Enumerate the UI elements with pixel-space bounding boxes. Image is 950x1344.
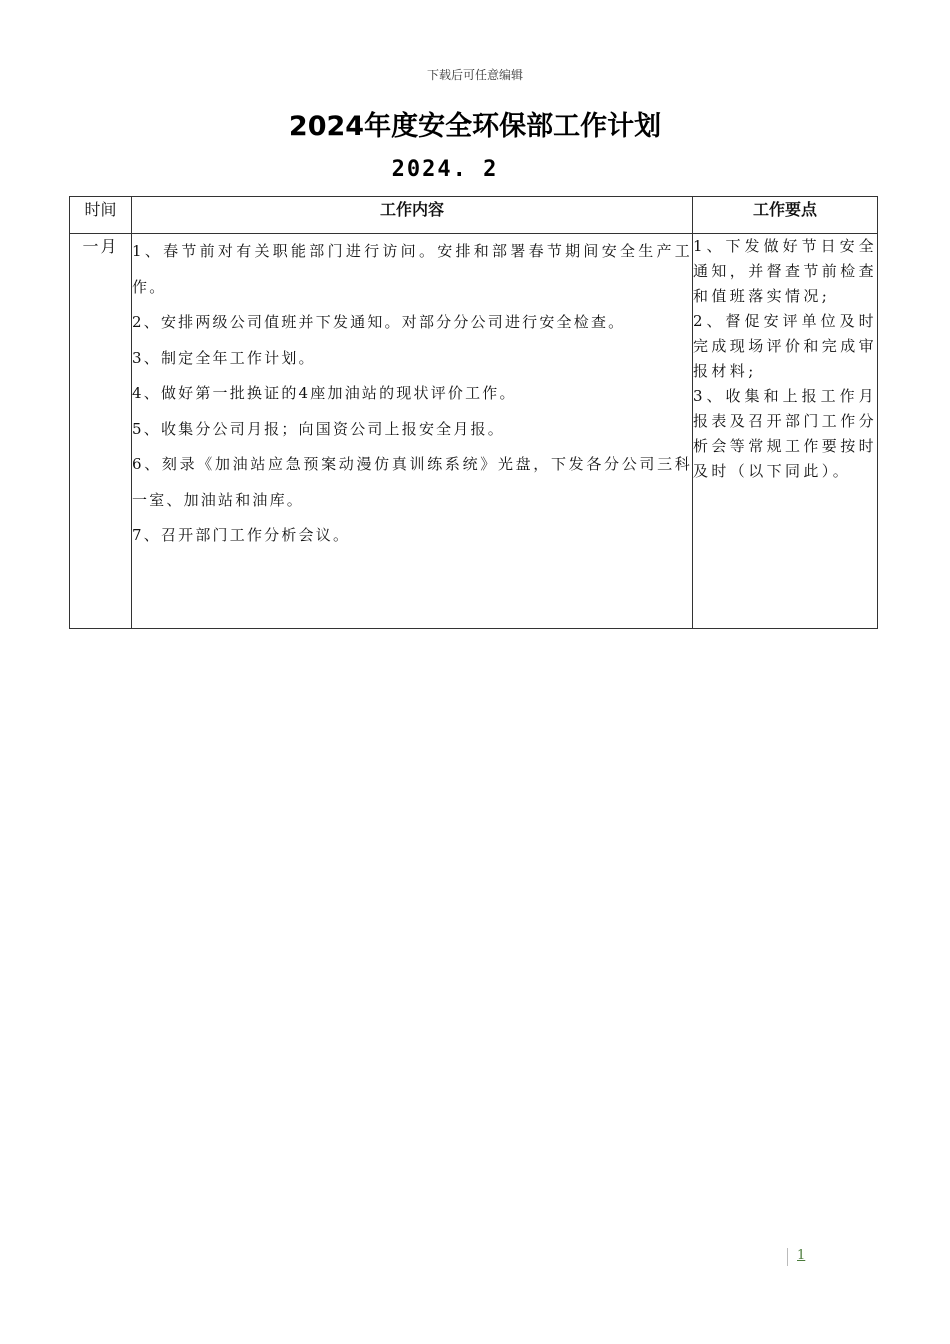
header-points: 工作要点 bbox=[693, 197, 878, 234]
content-item: 5、收集分公司月报；向国资公司上报安全月报。 bbox=[132, 419, 505, 438]
point-item: 2、督促安评单位及时完成现场评价和完成审报材料; bbox=[693, 312, 878, 380]
content-item: 1、春节前对有关职能部门进行访问。安排和部署春节期间安全生产工作。 bbox=[132, 242, 692, 296]
content-item: 4、做好第一批换证的4座加油站的现状评价工作。 bbox=[132, 384, 517, 402]
month-cell: 一月 bbox=[70, 234, 132, 629]
points-cell bbox=[693, 234, 878, 629]
page-number-divider bbox=[787, 1248, 788, 1266]
table-row bbox=[70, 234, 878, 629]
content-item: 2、安排两级公司值班并下发通知。对部分分公司进行安全检查。 bbox=[132, 313, 626, 331]
header-content: 工作内容 bbox=[132, 197, 693, 234]
point-item: 3、收集和上报工作月报表及召开部门工作分析会等常规工作要按时及时（以下同此）。 bbox=[693, 387, 878, 480]
work-plan-table bbox=[69, 196, 878, 629]
content-item: 3、制定全年工作计划。 bbox=[132, 348, 316, 367]
page-number: 1 bbox=[797, 1248, 806, 1263]
point-item: 1、下发做好节日安全通知，并督查节前检查和值班落实情况; bbox=[693, 237, 878, 305]
content-item: 7、召开部门工作分析会议。 bbox=[132, 526, 351, 544]
header-time: 时间 bbox=[70, 197, 132, 234]
document-date: 2024. 2 bbox=[391, 157, 499, 182]
header-note: 下载后可任意编辑 bbox=[426, 68, 523, 82]
document-title: 2024年度安全环保部工作计划 bbox=[288, 111, 662, 142]
content-item: 6、刻录《加油站应急预案动漫仿真训练系统》光盘，下发各分公司三科一室、加油站和油库。 bbox=[132, 455, 692, 509]
content-cell bbox=[132, 234, 693, 629]
table-header-row bbox=[70, 197, 878, 234]
